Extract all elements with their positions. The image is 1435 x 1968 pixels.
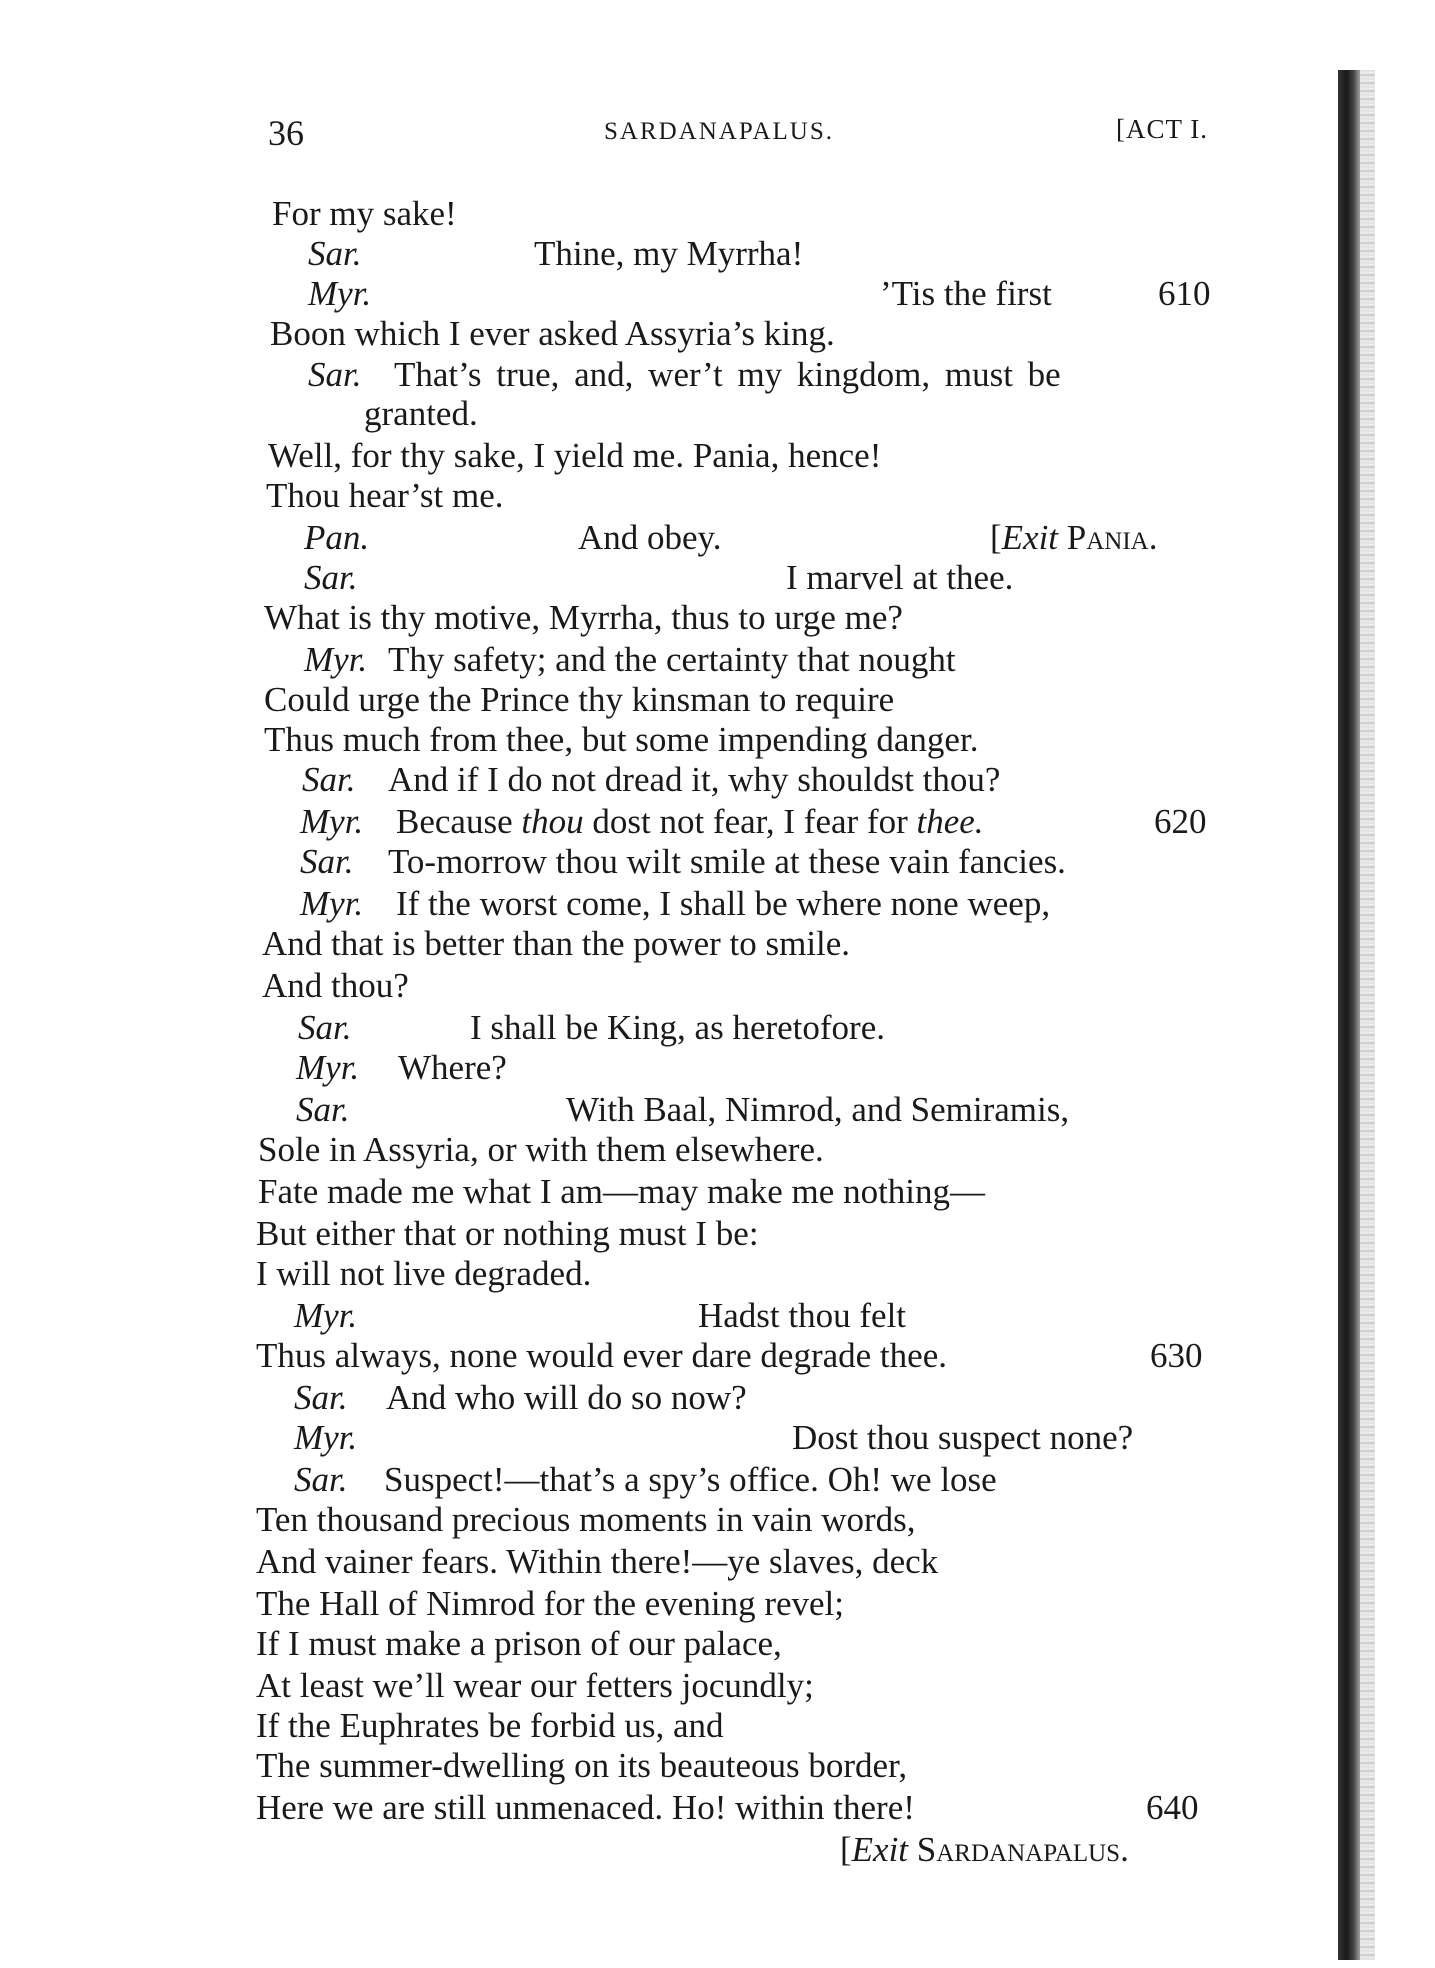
- act-label: [ACT I.: [1116, 114, 1208, 144]
- speaker-label: Pan.: [304, 518, 370, 557]
- verse-line: Boon which I ever asked Assyria’s king.: [270, 314, 835, 353]
- verse-line: And thou?: [262, 966, 409, 1005]
- verse-line: At least we’ll wear our fetters jocundly;: [256, 1666, 814, 1705]
- speaker-label: Sar.: [304, 558, 358, 597]
- speaker-label: Myr.: [308, 274, 372, 313]
- verse-line: Thou hear’st me.: [266, 476, 504, 515]
- verse-line: Sole in Assyria, or with them elsewhere.: [258, 1130, 824, 1169]
- verse-line: Where?: [398, 1048, 507, 1087]
- verse-fragment: dost not fear, I fear for: [583, 802, 917, 841]
- verse-line: That’s true, and, wer’t my kingdom, must be: [394, 355, 1061, 394]
- line-number: 610: [1158, 274, 1211, 313]
- stage-direction-character: Pania.: [1066, 518, 1158, 557]
- running-title: SARDANAPALUS.: [604, 118, 834, 145]
- stage-direction-exit: Exit: [1001, 518, 1059, 557]
- speaker-label: Sar.: [296, 1090, 350, 1129]
- verse-line: granted.: [364, 394, 478, 433]
- verse-line: ’Tis the first: [880, 274, 1052, 313]
- verse-line: If the worst come, I shall be where none weep,: [396, 884, 1051, 923]
- verse-line: Thy safety; and the certainty that nought: [388, 640, 956, 679]
- speaker-label: Myr.: [296, 1048, 360, 1087]
- stage-direction-character: Sardanapalus.: [916, 1830, 1129, 1869]
- stage-direction: [840, 1830, 1129, 1870]
- verse-line: Thus much from thee, but some impending danger.: [264, 720, 979, 759]
- speaker-label: Myr.: [300, 802, 364, 841]
- emphasis-text: thou: [521, 802, 584, 841]
- stage-direction: [990, 518, 1157, 558]
- verse-line: Fate made me what I am—may make me nothing—: [258, 1172, 986, 1211]
- verse-line: But either that or nothing must I be:: [256, 1214, 759, 1253]
- verse-line: With Baal, Nimrod, and Semiramis,: [566, 1090, 1070, 1129]
- verse-line: The Hall of Nimrod for the evening revel;: [256, 1584, 844, 1623]
- verse-line: Ten thousand precious moments in vain words,: [256, 1500, 916, 1539]
- stage-direction-bracket: [: [840, 1830, 852, 1869]
- verse-line: Thus always, none would ever dare degrade thee.: [256, 1336, 947, 1375]
- verse-line: Dost thou suspect none?: [792, 1418, 1134, 1457]
- verse-line: For my sake!: [272, 194, 457, 233]
- verse-fragment: Because: [396, 802, 522, 841]
- stage-direction-exit: Exit: [851, 1830, 909, 1869]
- verse-line: I shall be King, as heretofore.: [470, 1008, 885, 1047]
- verse-line: And who will do so now?: [386, 1378, 747, 1417]
- verse-line: And obey.: [578, 518, 722, 557]
- verse-line: If I must make a prison of our palace,: [256, 1624, 782, 1663]
- verse-line: Well, for thy sake, I yield me. Pania, hence!: [268, 436, 882, 475]
- verse-line: Suspect!—that’s a spy’s office. Oh! we lose: [384, 1460, 997, 1499]
- speaker-label: Sar.: [300, 842, 354, 881]
- verse-line: Thine, my Myrrha!: [534, 234, 804, 273]
- verse-line: If the Euphrates be forbid us, and: [256, 1706, 724, 1745]
- speaker-label: Sar.: [308, 355, 362, 394]
- line-number: 630: [1150, 1336, 1203, 1375]
- page-number: 36: [268, 113, 304, 153]
- verse-line: [396, 802, 984, 842]
- verse-line: The summer-dwelling on its beauteous border,: [256, 1746, 908, 1785]
- speaker-label: Myr.: [294, 1418, 358, 1457]
- stage-direction-bracket: [: [990, 518, 1002, 557]
- speaker-label: Myr.: [304, 640, 368, 679]
- verse-line: And vainer fears. Within there!—ye slaves, deck: [256, 1542, 939, 1581]
- verse-line: What is thy motive, Myrrha, thus to urge me?: [264, 598, 903, 637]
- verse-line: I marvel at thee.: [786, 558, 1014, 597]
- speaker-label: Myr.: [294, 1296, 358, 1335]
- emphasis-text: thee.: [916, 802, 984, 841]
- speaker-label: Sar.: [294, 1378, 348, 1417]
- line-number: 640: [1146, 1788, 1199, 1827]
- verse-line: Hadst thou felt: [698, 1296, 907, 1335]
- verse-line: And if I do not dread it, why shouldst thou?: [388, 760, 1001, 799]
- speaker-label: Myr.: [300, 884, 364, 923]
- speaker-label: Sar.: [302, 760, 356, 799]
- verse-line: Here we are still unmenaced. Ho! within there!: [256, 1788, 915, 1827]
- verse-line: I will not live degraded.: [256, 1254, 592, 1293]
- speaker-label: Sar.: [308, 234, 362, 273]
- verse-line: To-morrow thou wilt smile at these vain fancies.: [388, 842, 1066, 881]
- verse-line: And that is better than the power to smile.: [262, 924, 851, 963]
- verse-line: Could urge the Prince thy kinsman to require: [264, 680, 895, 719]
- speaker-label: Sar.: [294, 1460, 348, 1499]
- line-number: 620: [1154, 802, 1207, 841]
- speaker-label: Sar.: [298, 1008, 352, 1047]
